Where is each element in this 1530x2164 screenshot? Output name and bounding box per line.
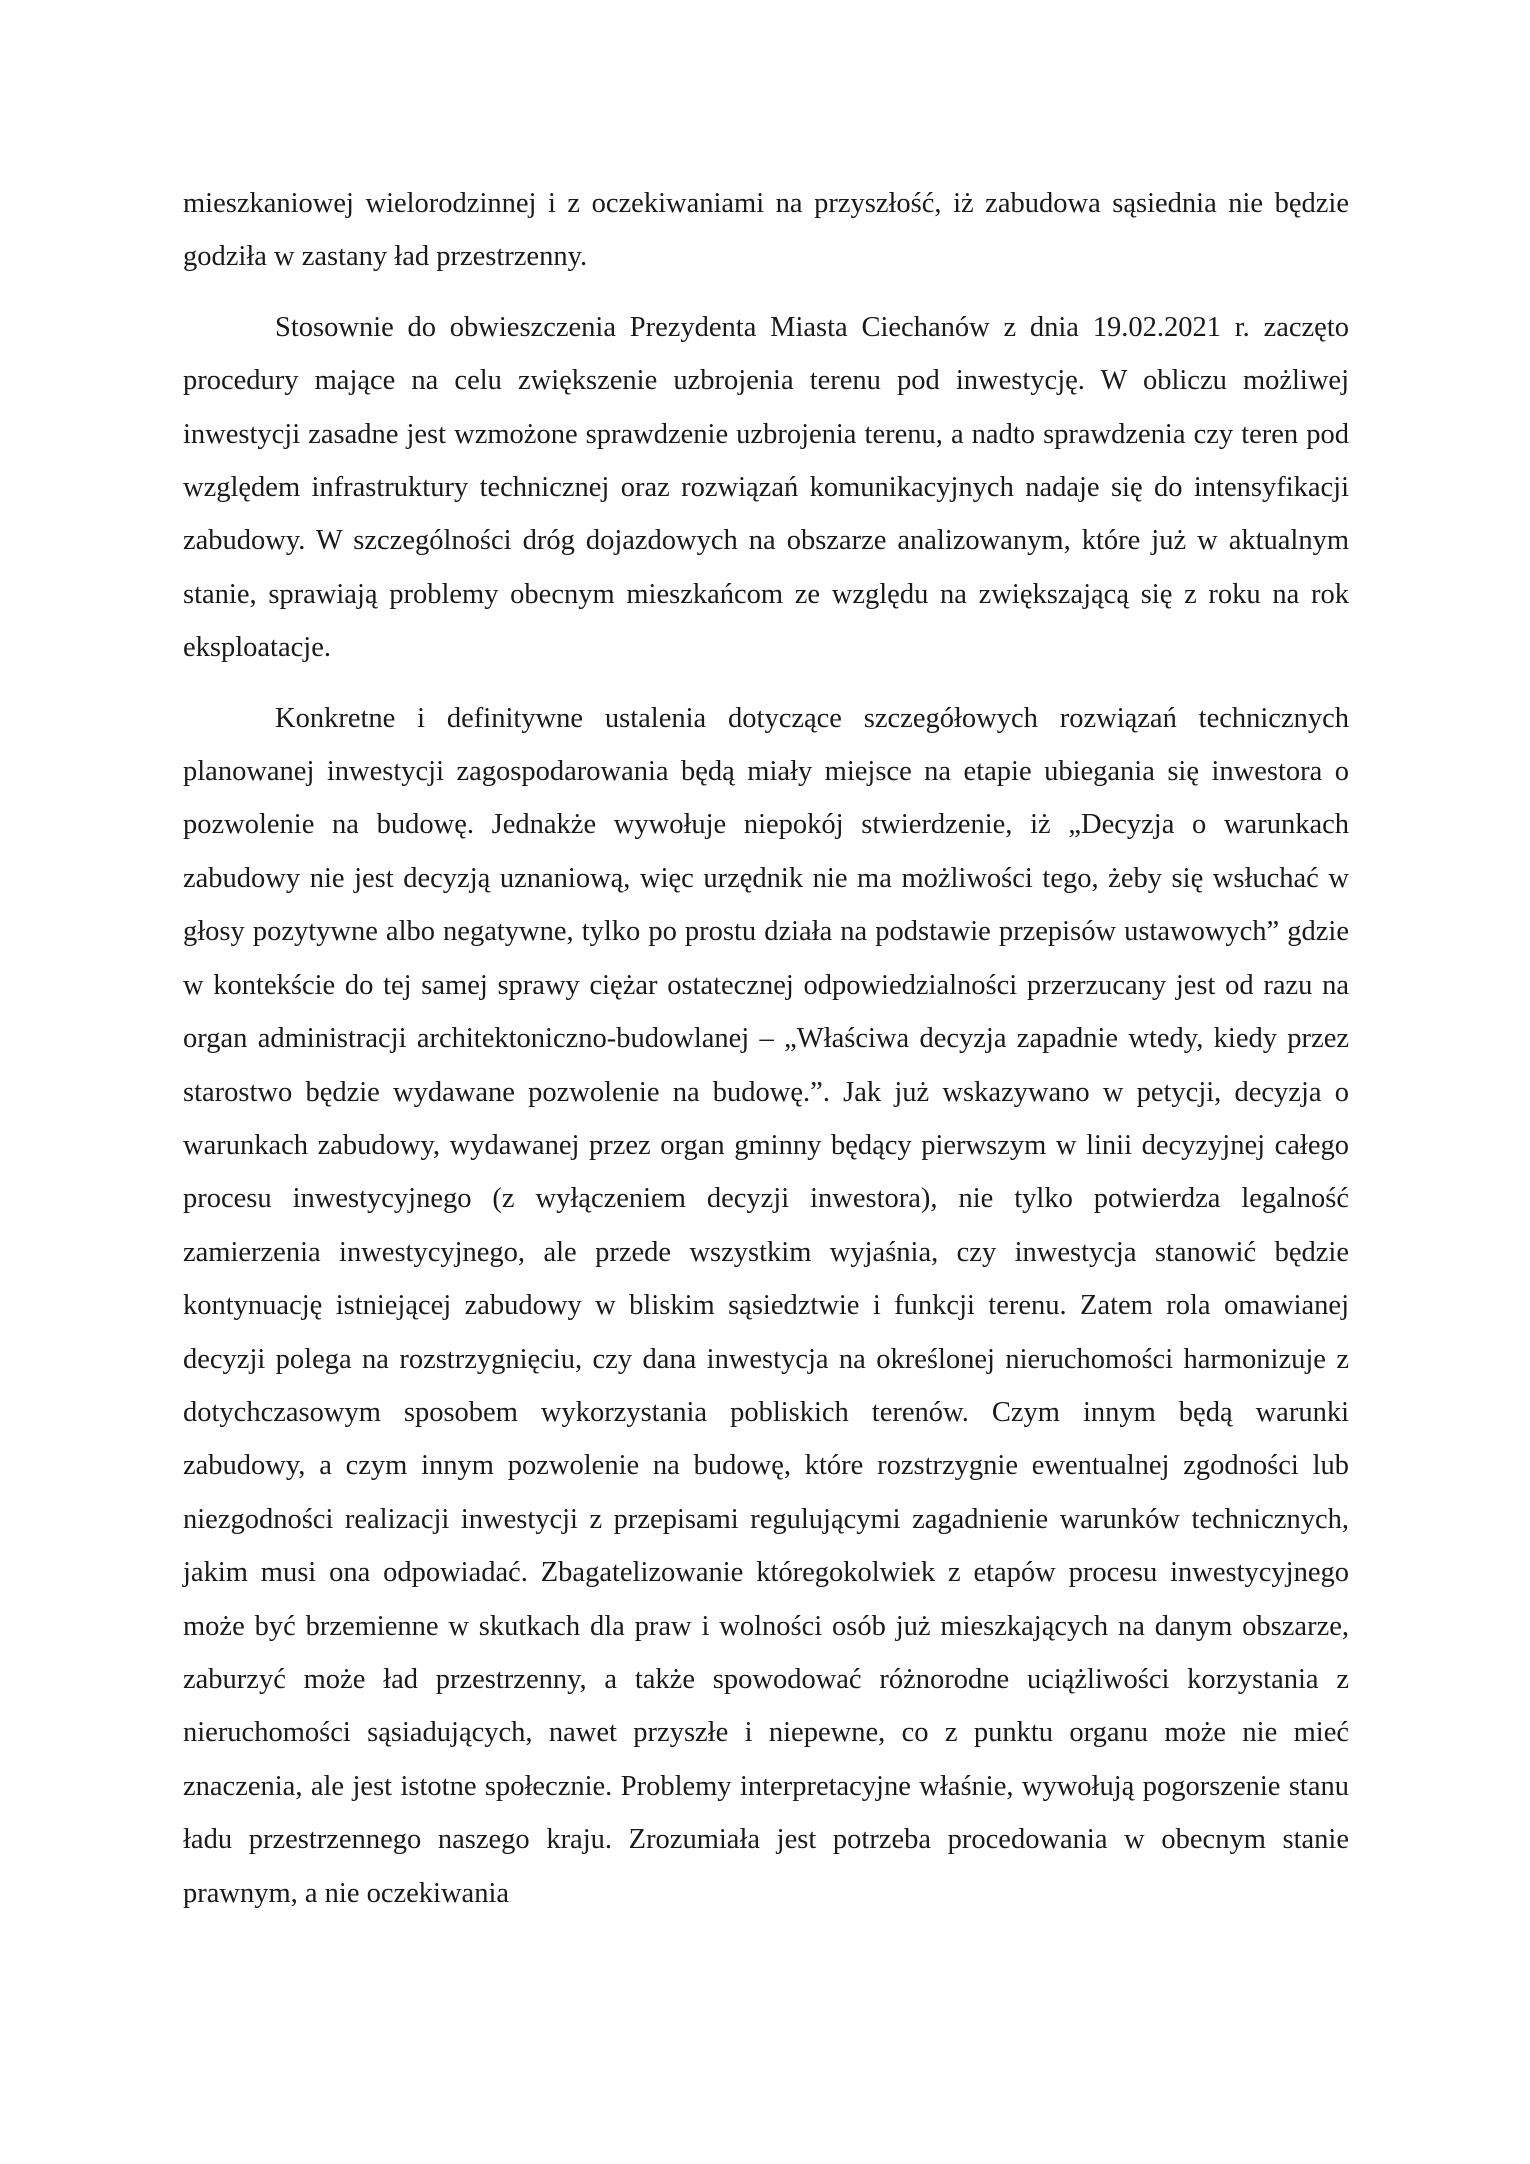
- document-body: [183, 177, 1349, 1937]
- paragraph-3: Konkretne i definitywne ustalenia dotyczące szczegółowych rozwiązań technicznych planowanej inwestycji zagospodarowania będą miały miejsce na etapie ubiegania się inwestora o pozwolenie na budowę. Jednakże wywołuje niepokój stwierdzenie, iż „Decyzja o warunkach zabudowy nie jest decyzją uznaniową, więc urzędnik nie ma możliwości tego, żeby się wsłuchać w głosy pozytywne albo negatywne, tylko po prostu działa na podstawie przepisów ustawowych” gdzie w kontekście do tej samej sprawy ciężar ostatecznej odpowiedzialności przerzucany jest od razu na organ administracji architektoniczno-budowlanej – „Właściwa decyzja zapadnie wtedy, kiedy przez starostwo będzie wydawane pozwolenie na budowę.”. Jak już wskazywano w petycji, decyzja o warunkach zabudowy, wydawanej przez organ gminny będący pierwszym w linii decyzyjnej całego procesu inwestycyjnego (z wyłączeniem decyzji inwestora), nie tylko potwierdza legalność zamierzenia inwestycyjnego, ale przede wszystkim wyjaśnia, czy inwestycja stanowić będzie kontynuację istniejącej zabudowy w bliskim sąsiedztwie i funkcji terenu. Zatem rola omawianej decyzji polega na rozstrzygnięciu, czy dana inwestycja na określonej nieruchomości harmonizuje z dotychczasowym sposobem wykorzystania pobliskich terenów. Czym innym będą warunki zabudowy, a czym innym pozwolenie na budowę, które rozstrzygnie ewentualnej zgodności lub niezgodności realizacji inwestycji z przepisami regulującymi zagadnienie warunków technicznych, jakim musi ona odpowiadać. Zbagatelizowanie któregokolwiek z etapów procesu inwestycyjnego może być brzemienne w skutkach dla praw i wolności osób już mieszkających na danym obszarze, zaburzyć może ład przestrzenny, a także spowodować różnorodne uciążliwości korzystania z nieruchomości sąsiadujących, nawet przyszłe i niepewne, co z punktu organu może nie mieć znaczenia, ale jest istotne społecznie. Problemy interpretacyjne właśnie, wywołują pogorszenie stanu ładu przestrzennego naszego kraju. Zrozumiała jest potrzeba procedowania w obecnym stanie prawnym, a nie oczekiwania: [183, 702, 1349, 1909]
- paragraph-1: mieszkaniowej wielorodzinnej i z oczekiwaniami na przyszłość, iż zabudowa sąsiednia nie będzie godziła w zastany ład przestrzenny.: [183, 188, 1349, 273]
- paragraph-2: Stosownie do obwieszczenia Prezydenta Miasta Ciechanów z dnia 19.02.2021 r. zaczęto procedury mające na celu zwiększenie uzbrojenia terenu pod inwestycję. W obliczu możliwej inwestycji zasadne jest wzmożone sprawdzenie uzbrojenia terenu, a nadto sprawdzenia czy teren pod względem infrastruktury technicznej oraz rozwiązań komunikacyjnych nadaje się do intensyfikacji zabudowy. W szczególności dróg dojazdowych na obszarze analizowanym, które już w aktualnym stanie, sprawiają problemy obecnym mieszkańcom ze względu na zwiększającą się z roku na rok eksploatacje.: [183, 311, 1349, 664]
